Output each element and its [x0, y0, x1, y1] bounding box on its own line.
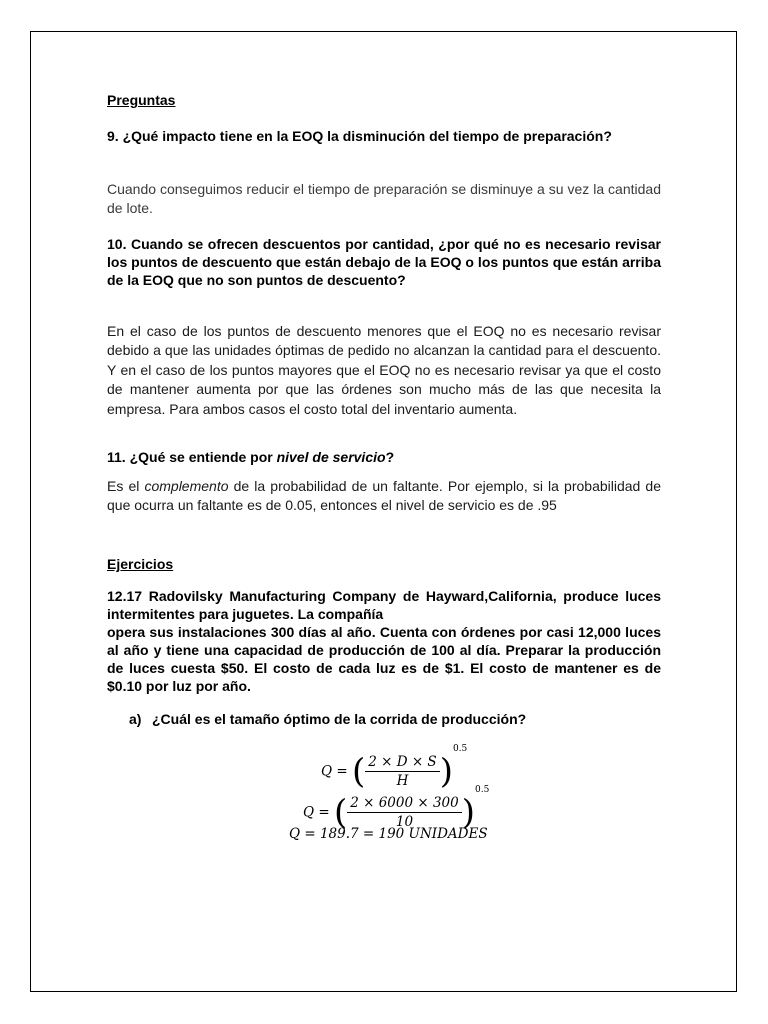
formula-1: Q = ( $\frac{2 \times D \times S}{H}$ )$^{0.5}$: [321, 744, 468, 792]
answer-11-emph: complemento: [144, 478, 229, 494]
preguntas-heading: Preguntas: [107, 92, 176, 108]
answer-10: En el caso de los puntos de descuento menores que el EOQ no es necesario revisar debido a que las unidades óptimas de pedido no alcanzan la cantidad para el descuento. Y en el caso de los puntos mayores que el EOQ no es necesario revisar ya que el costo de mantener aumenta por que las órdenes son mucho más de las que necesita la empresa. Para ambos casos el costo total del inventario aumenta.: [107, 323, 661, 417]
question-11-emph: nivel de servicio: [276, 449, 386, 465]
part-a-question: ¿Cuál es el tamaño óptimo de la corrida de producción?: [152, 711, 527, 727]
formula-2-fraction: [347, 795, 462, 830]
ejercicios-heading: Ejercicios: [107, 556, 174, 572]
problem-statement: [107, 587, 661, 695]
question-9: 9. ¿Qué impacto tiene en la EOQ la disminución del tiempo de preparación?: [107, 128, 612, 144]
question-11: [107, 448, 661, 466]
formula-2-numerator: 2 × 6000 × 300: [347, 795, 462, 813]
question-10: 10. Cuando se ofrecen descuentos por cantidad, ¿por qué no es necesario revisar los puntos de descuento que están debajo de la EOQ o los puntos que están arriba de la EOQ que no son puntos de descuento?: [107, 236, 661, 288]
formula-2-denominator: 10: [395, 814, 414, 830]
question-11-suffix: ?: [385, 449, 395, 465]
formula-2: Q = ( $\frac{2 \times 6000 \times 300}{10}$ )$^{0.5}$: [303, 785, 490, 833]
formula-3: Q = 189.7 = 190 UNIDADES: [289, 826, 488, 842]
answer-9: Cuando conseguimos reducir el tiempo de preparación se disminuye a su vez la cantidad de lote.: [107, 181, 661, 217]
formula-2-lhs: Q =: [303, 804, 330, 821]
problem-line-2: opera sus instalaciones 300 días al año. Cuenta con órdenes por casi 12,000 luces al año y tiene una capacidad de producción de 100 al día. Preparar la producción de luces cuesta $50. El costo de cada luz es de $1. El costo de mantener es de $0.10 por luz por año.: [107, 624, 661, 694]
formula-1-fraction: [365, 754, 439, 789]
formula-1-lhs: Q =: [321, 763, 348, 780]
answer-11-prefix: Es el: [107, 478, 145, 494]
problem-line-1: 12.17 Radovilsky Manufacturing Company de Hayward,California, produce luces intermitentes para juguetes. La compañía: [107, 588, 661, 622]
formula-1-numerator: 2 × D × S: [365, 754, 439, 772]
answer-11: [107, 477, 661, 516]
formula-2-exponent: 0.5: [475, 785, 490, 795]
part-a-label: a): [129, 711, 142, 727]
question-11-prefix: 11. ¿Qué se entiende por: [107, 449, 277, 465]
formula-1-exponent: 0.5: [452, 744, 468, 754]
answer-11-suffix: de la probabilidad de un faltante. Por ejemplo, si la probabilidad de que ocurra un faltante es de 0.05, entonces el nivel de servicio es de .95: [107, 478, 662, 514]
formula-1-denominator: H: [396, 773, 409, 789]
